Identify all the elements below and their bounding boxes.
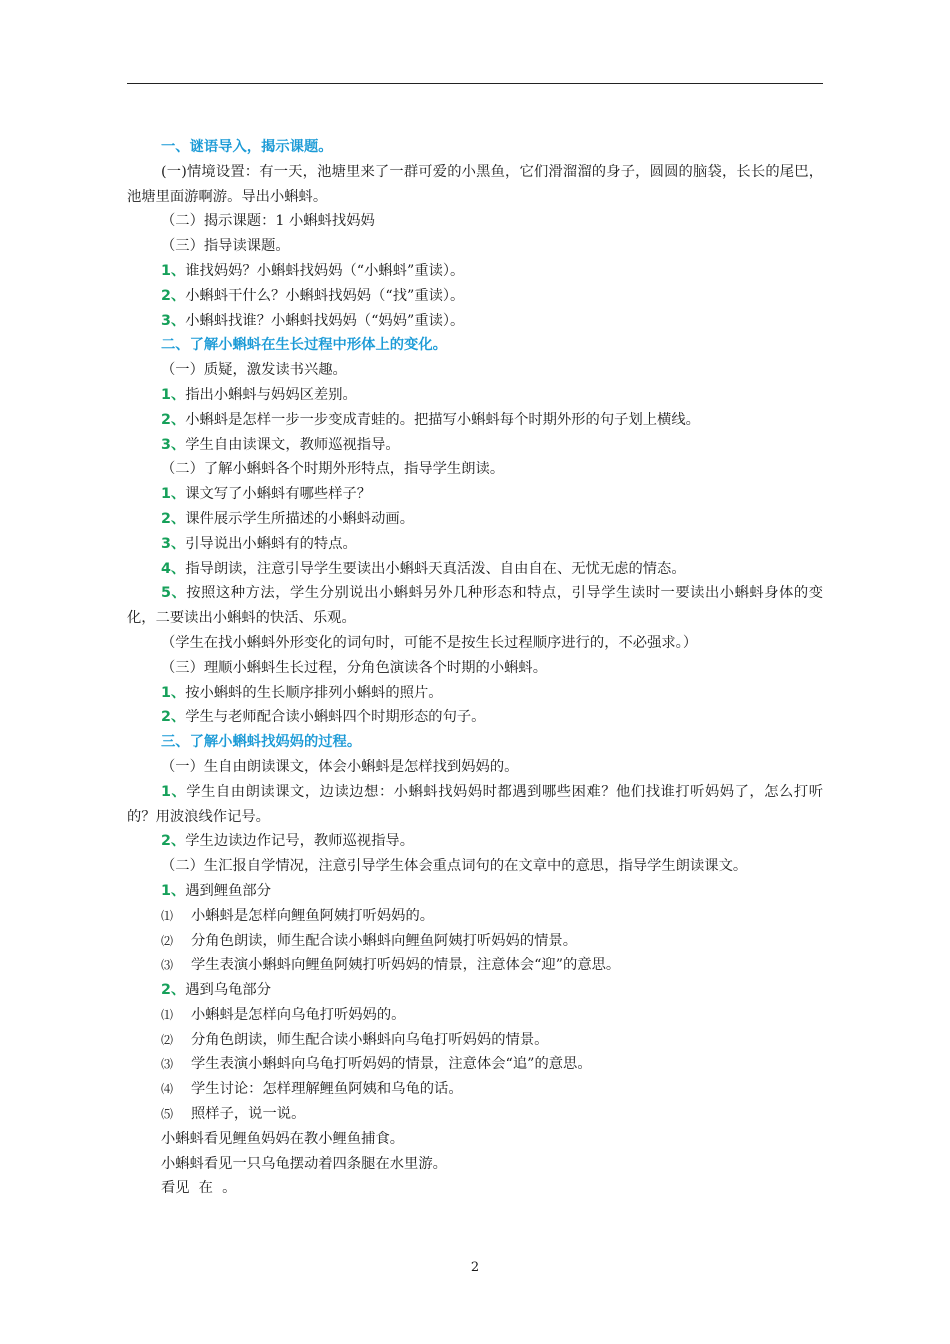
list-text: 谁找妈妈？小蝌蚪找妈妈（“小蝌蚪”重读）。 [185,262,465,279]
list-item [127,433,823,458]
sub-text: 学生表演小蝌蚪向鲤鱼阿姨打听妈妈的情景，注意体会“迎”的意思。 [191,957,621,974]
sub-text: 学生讨论：怎样理解鲤鱼阿姨和乌龟的话。 [191,1081,463,1098]
paragraph: （一）质疑，激发读书兴趣。 [161,362,347,379]
list-item [127,557,823,582]
sub-item [127,1003,823,1028]
list-text: 课件展示学生所描述的小蝌蚪动画。 [185,510,414,527]
section-heading-1: 一、谜语导入，揭示课题。 [161,139,333,155]
sub-number: ⑴ [161,1007,174,1022]
sub-text: 学生表演小蝌蚪向乌龟打听妈妈的情景，注意体会“追”的意思。 [191,1056,592,1073]
list-item [127,309,823,334]
paragraph: （三）理顺小蝌蚪生长过程，分角色演读各个时期的小蝌蚪。 [161,659,548,676]
sub-item [127,1028,823,1053]
list-text: 小蝌蚪找谁？小蝌蚪找妈妈（“妈妈”重读）。 [185,312,465,329]
list-number: 2、 [161,709,186,726]
sub-text: 照样子，说一说。 [191,1106,306,1123]
list-item [127,532,823,557]
list-text: 学生自由读课文，教师巡视指导。 [185,436,400,453]
list-number: 5、 [161,585,187,602]
list-number: 1、 [161,386,186,403]
sub-item [127,953,823,978]
list-text: 学生与老师配合读小蝌蚪四个时期形态的句子。 [185,709,486,726]
sub-number: ⑶ [161,958,174,973]
sub-text: 分角色朗读，师生配合读小蝌蚪向乌龟打听妈妈的情景。 [191,1031,549,1048]
paragraph: （二）了解小蝌蚪各个时期外形特点，指导学生朗读。 [161,461,505,478]
page-number: 2 [470,1260,480,1275]
list-number: 1、 [161,486,186,503]
header-rule [127,83,823,84]
sub-item [127,1052,823,1077]
list-number: 2、 [161,510,186,527]
list-text: 小蝌蚪干什么？小蝌蚪找妈妈（“找”重读）。 [185,287,465,304]
fill-blank-sentence: 看见 在 。 [161,1180,237,1197]
list-item [127,259,823,284]
list-text: 指导朗读，注意引导学生要读出小蝌蚪天真活泼、自由自在、无忧无虑的情态。 [185,560,686,577]
list-number: 3、 [161,312,186,329]
list-text: 遇到乌龟部分 [185,982,272,999]
sub-item [127,904,823,929]
list-item [127,482,823,507]
list-number: 2、 [161,287,186,304]
list-text: 学生自由朗读课文，边读边想：小蝌蚪找妈妈时都遇到哪些困难？他们找谁打听妈妈了，怎么打听的？用波浪线作记号。 [127,783,823,825]
example-sentence: 小蝌蚪看见一只乌龟摆动着四条腿在水里游。 [161,1155,447,1172]
list-item [127,978,823,1003]
sub-item [127,1077,823,1102]
section-heading-3: 三、了解小蝌蚪找妈妈的过程。 [161,734,362,751]
paragraph: （三）指导读课题。 [161,238,290,255]
sub-item [127,929,823,954]
sub-number: ⑵ [161,1032,174,1047]
list-item [127,507,823,532]
list-item [127,705,823,730]
list-item [127,408,823,433]
list-text: 学生边读边作记号，教师巡视指导。 [185,833,414,850]
list-number: 3、 [161,535,186,552]
list-number: 1、 [161,262,186,279]
list-text: 遇到鲤鱼部分 [185,882,272,899]
example-sentence: 小蝌蚪看见鲤鱼妈妈在教小鲤鱼捕食。 [161,1130,405,1147]
list-text: 指出小蝌蚪与妈妈区差别。 [185,386,357,403]
document-body [127,135,823,1201]
paragraph: (一)情境设置：有一天，池塘里来了一群可爱的小黑鱼，它们滑溜溜的身子，圆圆的脑袋，长长的尾巴，池塘里面游啊游。导出小蝌蚪。 [127,163,823,205]
sub-number: ⑷ [161,1082,174,1097]
paragraph: （一）生自由朗读课文，体会小蝌蚪是怎样找到妈妈的。 [161,758,519,775]
list-number: 1、 [161,783,187,800]
list-number: 3、 [161,436,186,453]
list-item [127,780,823,830]
list-text: 按照这种方法，学生分别说出小蝌蚪另外几种形态和特点，引导学生读时一要读出小蝌蚪身体的变化，二要读出小蝌蚪的快活、乐观。 [127,585,823,627]
sub-item [127,1102,823,1127]
list-item [127,383,823,408]
list-number: 2、 [161,833,186,850]
list-text: 按小蝌蚪的生长顺序排列小蝌蚪的照片。 [185,684,443,701]
list-item [127,581,823,631]
section-heading-2: 二、了解小蝌蚪在生长过程中形体上的变化。 [161,337,447,354]
list-number: 2、 [161,982,186,999]
sub-number: ⑴ [161,908,174,923]
list-item [127,681,823,706]
paragraph: （二）揭示课题：1 小蝌蚪找妈妈 [161,213,375,230]
sub-number: ⑵ [161,933,174,948]
sub-text: 小蝌蚪是怎样向乌龟打听妈妈的。 [191,1006,406,1023]
paragraph: （二）生汇报自学情况，注意引导学生体会重点词句的在文章中的意思，指导学生朗读课文。 [161,858,748,875]
list-text: 小蝌蚪是怎样一步一步变成青蛙的。把描写小蝌蚪每个时期外形的句子划上横线。 [185,411,700,428]
sub-text: 分角色朗读，师生配合读小蝌蚪向鲤鱼阿姨打听妈妈的情景。 [191,932,578,949]
list-item [127,879,823,904]
list-text: 引导说出小蝌蚪有的特点。 [185,535,357,552]
sub-text: 小蝌蚪是怎样向鲤鱼阿姨打听妈妈的。 [191,907,435,924]
list-number: 2、 [161,411,186,428]
paragraph-note: （学生在找小蝌蚪外形变化的词句时，可能不是按生长过程顺序进行的，不必强求。） [161,634,698,651]
list-item [127,829,823,854]
list-number: 1、 [161,882,186,899]
sub-number: ⑸ [161,1107,174,1122]
list-number: 1、 [161,684,186,701]
list-text: 课文写了小蝌蚪有哪些样子？ [185,486,372,503]
list-number: 4、 [161,560,186,577]
list-item [127,284,823,309]
sub-number: ⑶ [161,1057,174,1072]
